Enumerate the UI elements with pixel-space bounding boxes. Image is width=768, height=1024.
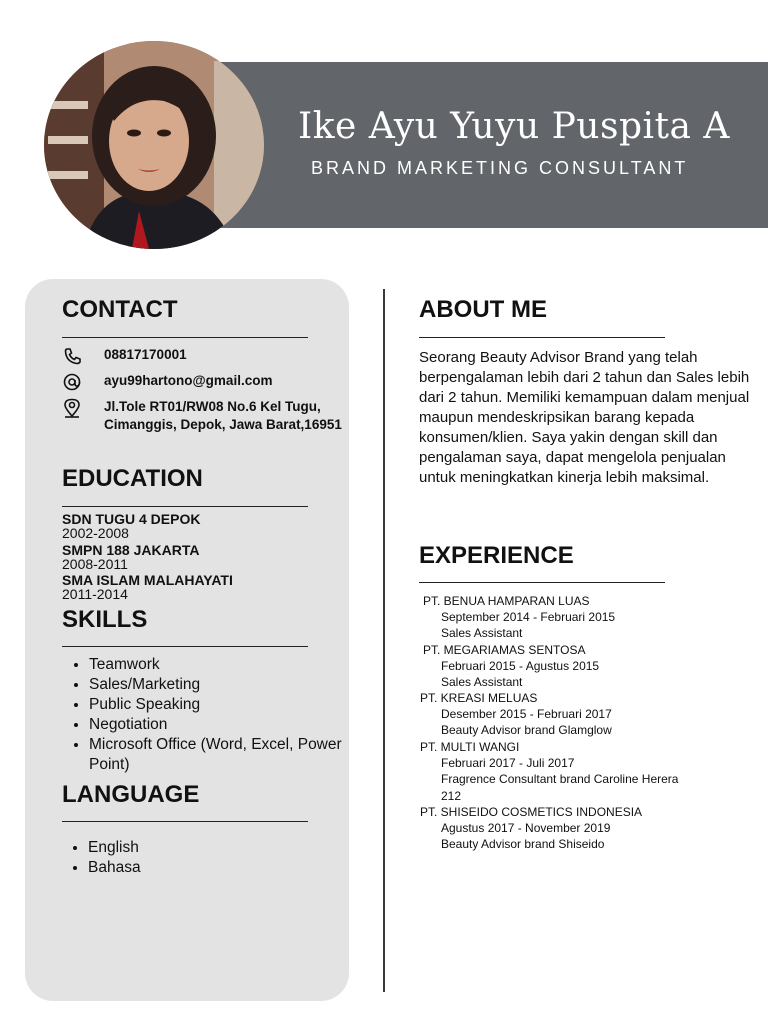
experience-item <box>420 804 642 853</box>
job-position: Sales Assistant <box>441 626 523 641</box>
email-address[interactable]: ayu99hartono@gmail.com <box>104 373 273 388</box>
column-divider <box>383 289 385 992</box>
language-divider <box>62 821 308 822</box>
skills-divider <box>62 646 308 647</box>
school-name: SMA ISLAM MALAHAYATI <box>62 572 233 588</box>
education-item <box>62 543 199 571</box>
job-position: Fragrence Consultant brand Caroline Herera 212 <box>441 772 679 803</box>
experience-item <box>420 690 612 739</box>
profile-photo <box>44 41 264 249</box>
job-period: Februari 2015 - Agustus 2015 <box>441 659 600 674</box>
contact-email <box>62 372 272 392</box>
skills-list <box>62 655 359 775</box>
language-list <box>61 838 348 878</box>
contact-divider <box>62 337 308 338</box>
school-years: 2011-2014 <box>62 586 128 602</box>
skills-title: SKILLS <box>62 606 148 633</box>
job-period: Februari 2017 - Juli 2017 <box>441 756 575 771</box>
list-item: • Public Speaking <box>89 695 359 715</box>
school-name: SDN TUGU 4 DEPOK <box>62 511 201 527</box>
list-item: • Sales/Marketing <box>89 675 359 695</box>
school-years: 2008-2011 <box>62 556 128 572</box>
company-name: PT. KREASI MELUAS <box>420 691 538 705</box>
education-title: EDUCATION <box>62 465 203 492</box>
education-item <box>62 512 200 540</box>
company-name: PT. SHISEIDO COSMETICS INDONESIA <box>420 805 643 819</box>
experience-item <box>420 739 710 804</box>
company-name: PT. MEGARIAMAS SENTOSA <box>423 643 586 657</box>
company-name: PT. MULTI WANGI <box>420 740 520 754</box>
experience-title: EXPERIENCE <box>419 542 574 569</box>
location-pin-icon <box>62 398 84 418</box>
phone-icon <box>62 346 84 366</box>
job-period: Desember 2015 - Februari 2017 <box>441 707 612 722</box>
experience-divider <box>419 582 665 583</box>
job-period: September 2014 - Februari 2015 <box>441 610 616 625</box>
list-item: • Microsoft Office (Word, Excel, Power Point) <box>89 735 359 775</box>
list-item: • Negotiation <box>89 715 359 735</box>
contact-title: CONTACT <box>62 296 178 323</box>
school-years: 2002-2008 <box>62 525 129 541</box>
education-item <box>62 573 233 601</box>
contact-address <box>62 398 349 434</box>
education-divider <box>62 506 308 507</box>
candidate-role: BRAND MARKETING CONSULTANT <box>311 158 689 178</box>
list-item: • English <box>88 838 348 858</box>
experience-item <box>423 593 615 642</box>
about-title: ABOUT ME <box>419 296 547 323</box>
language-title: LANGUAGE <box>62 781 200 808</box>
job-position: Beauty Advisor brand Glamglow <box>441 723 612 738</box>
phone-number[interactable]: 08817170001 <box>104 347 187 362</box>
job-position: Sales Assistant <box>441 675 523 690</box>
street-address: Jl.Tole RT01/RW08 No.6 Kel Tugu, Cimanggis, Depok, Jawa Barat,16951 <box>104 399 342 432</box>
candidate-name: Ike Ayu Yuyu Puspita A <box>298 106 730 147</box>
company-name: PT. BENUA HAMPARAN LUAS <box>423 594 590 608</box>
at-sign-icon <box>62 372 84 392</box>
about-paragraph: Seorang Beauty Advisor Brand yang telah berpengalaman lebih dari 2 tahun dan Sales lebih dari 2 tahun. Memiliki kemampuan dalam menjual maupun mendeskripsikan barang kepada konsumen/klien. Saya yakin dengan skill dan pengalaman saya, dapat mengelola penjualan untuk meningkatkan kinerja lebih maksimal. <box>419 349 750 486</box>
list-item: • Bahasa <box>88 858 348 878</box>
school-name: SMPN 188 JAKARTA <box>62 542 200 558</box>
contact-phone <box>62 346 187 366</box>
job-period: Agustus 2017 - November 2019 <box>441 821 611 836</box>
experience-item <box>423 642 599 691</box>
job-position: Beauty Advisor brand Shiseido <box>441 837 605 852</box>
about-divider <box>419 337 665 338</box>
list-item: • Teamwork <box>89 655 359 675</box>
